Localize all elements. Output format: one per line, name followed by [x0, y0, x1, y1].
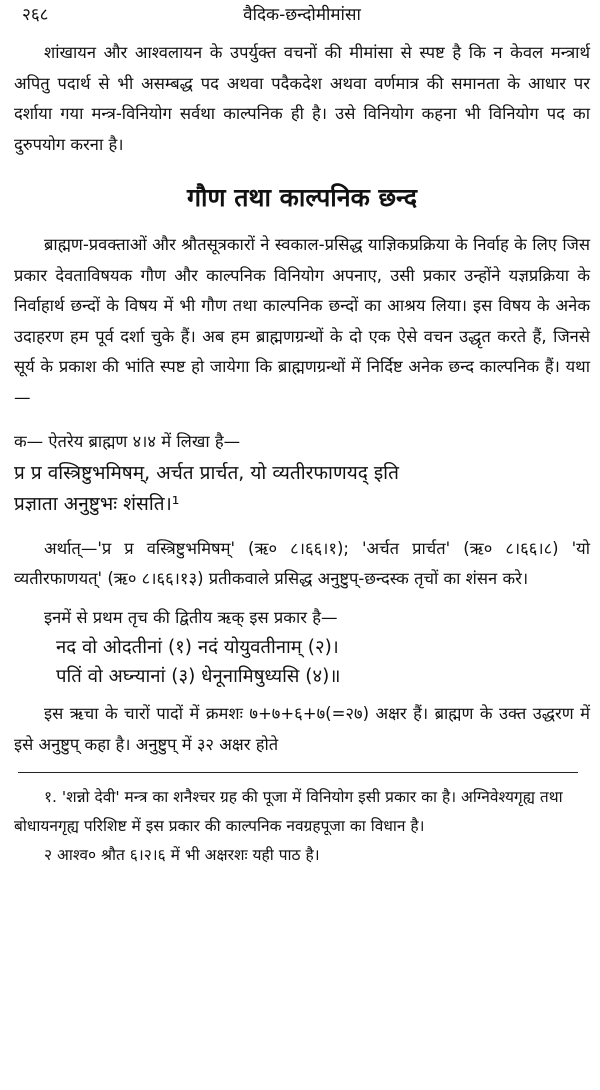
intro-paragraph: शांखायन और आश्वलायन के उपर्युक्त वचनों की मीमांसा से स्पष्ट है कि न केवल मन्त्रार्थ अपितु पदार्थ से भी असम्बद्ध पद अथवा पदैकदेश अथवा वर्णमात्र की समानता के आधार पर दर्शाया गया मन्त्र-विनियोग सर्वथा काल्पनिक ही है। उसे विनियोग कहना भी विनियोग पद का दुरुपयोग करना है। [14, 43, 590, 154]
mantra-line-2: प्रज्ञाता अनुष्टुभः शंसति।¹ [14, 492, 180, 515]
body-paragraph: ब्राह्मण-प्रवक्ताओं और श्रौतसूत्रकारों ने स्वकाल-प्रसिद्ध याज्ञिकप्रक्रिया के निर्वाह के लिए जिस प्रकार देवताविषयक गौण और काल्पनिक विनियोग अपनाए, उसी प्रकार उन्होंने यज्ञप्रक्रिया के निर्वाहार्थ छन्दों के विषय में भी गौण तथा काल्पनिक छन्दों का आश्रय लिया। इस विषय के अनेक उदाहरण हम पूर्व दर्शा चुके हैं। अब हम ब्राह्मणग्रन्थों के दो एक ऐसे वचन उद्धृत करते हैं, जिनसे सूर्य के प्रकाश की भांति स्पष्ट हो जायेगा कि ब्राह्मणग्रन्थों में निर्दिष्ट अनेक छन्द काल्पनिक हैं। यथा— [14, 235, 590, 407]
mantra-line-1: प्र प्र वस्त्रिष्टुभमिषम्, अर्चत प्रार्चत, यो व्यतीरफाणयद् इति [14, 461, 399, 484]
verse-line-2: पतिं वो अघ्न्यानां (३) धेनूनामिषुध्यसि (४)॥ [56, 666, 341, 687]
running-header [14, 0, 590, 30]
running-title: वैदिक-छन्दोमीमांसा [243, 5, 361, 25]
section-heading: गौण तथा काल्पनिक छन्द [186, 183, 418, 212]
closing-paragraph: इस ऋचा के चारों पादों में क्रमशः ७+७+६+७(=२७) अक्षर हैं। ब्राह्मण के उक्त उद्धरण में इसे अनुष्टुप् कहा है। अनुष्टुप् में ३२ अक्षर होते [14, 704, 590, 754]
footnote-divider [18, 772, 578, 773]
meaning-paragraph: अर्थात्—'प्र प्र वस्त्रिष्टुभमिषम्' (ऋ० ८।६६।१); 'अर्चत प्रार्चत' (ऋ० ८।६६।८) 'यो व्यतीरफाणयत्' (ऋ० ८।६६।१३) प्रतीकवाले प्रसिद्ध अनुष्टुप्-छन्दस्क तृचों का शंसन करे। [14, 538, 590, 588]
rik-intro: इनमें से प्रथम तृच की द्वितीय ऋक् इस प्रकार है— [44, 607, 338, 627]
footnote-1: १. 'शन्नो देवी' मन्त्र का शनैश्चर ग्रह की पूजा में विनियोग इसी प्रकार का है। अग्निवेश्यगृह्य तथा बोधायनगृह्य परिशिष्ट में इस प्रकार की काल्पनिक नवग्रहपूजा का विधान है। [14, 788, 563, 835]
verse-line-1: नद वो ओदतीनां (१) नदं योयुवतीनाम् (२)। [56, 637, 339, 658]
example-label: क— ऐतरेय ब्राह्मण ४।४ में लिखा है— [14, 432, 241, 451]
footnote-2: २ आश्व० श्रौत ६।२।६ में भी अक्षरशः यही पाठ है। [44, 846, 320, 864]
page-number: २६८ [22, 5, 49, 25]
